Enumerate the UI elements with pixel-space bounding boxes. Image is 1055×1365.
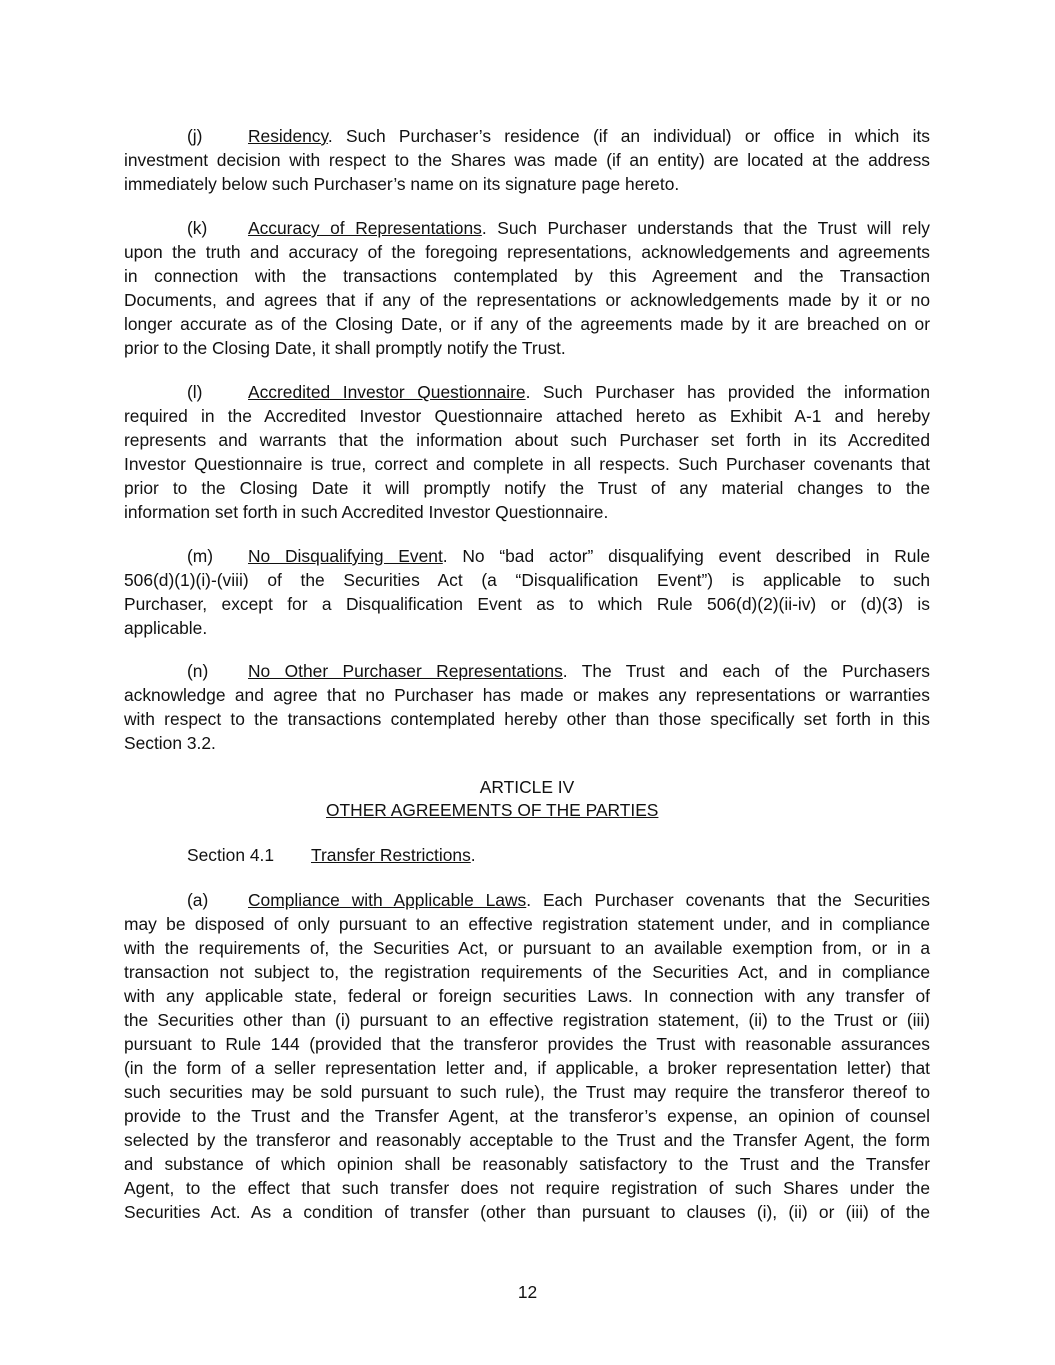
paragraph-label: (n): [187, 661, 209, 681]
paragraph-first-line: [124, 380, 930, 404]
text-line: with any applicable state, federal or foreign securities Laws. In connection with any transfer of: [124, 986, 930, 1006]
paragraph-label: (k): [187, 218, 208, 238]
text-line: Agent, to the effect that such transfer does not require registration of such Shares under the: [124, 1178, 930, 1198]
text-line: investment decision with respect to the Shares was made (if an entity) are located at the address: [124, 150, 930, 170]
text-line: upon the truth and accuracy of the foregoing representations, acknowledgements and agreements: [124, 242, 930, 262]
paragraph: [124, 124, 930, 196]
text-line: Securities Act. As a condition of transfer (other than pursuant to clauses (i), (ii) or (iii) of the: [124, 1202, 930, 1222]
text-line: Investor Questionnaire is true, correct and complete in all respects. Such Purchaser covenants that: [124, 454, 930, 474]
paragraph: [124, 888, 930, 1224]
text-line: (in the form of a seller representation letter and, if applicable, a broker representation letter) that: [124, 1058, 930, 1078]
paragraph: [124, 659, 930, 755]
paragraph-text: . Such Purchaser understands that the Trust will rely: [481, 218, 931, 238]
paragraph-label: (l): [187, 382, 203, 402]
text-line: and substance of which opinion shall be reasonably satisfactory to the Trust and the Transfer: [124, 1154, 930, 1174]
text-line: selected by the transferor and reasonably acceptable to the Trust and the Transfer Agent, the form: [124, 1130, 930, 1150]
paragraph-text: . The Trust and each of the Purchasers: [562, 661, 930, 681]
article-number: ARTICLE IV: [479, 777, 575, 797]
text-line: may be disposed of only pursuant to an effective registration statement under, and in compliance: [124, 914, 930, 934]
text-line: the Securities other than (i) pursuant to an effective registration statement, (ii) to the Trust or (iii): [124, 1010, 930, 1030]
text-line: in connection with the transactions contemplated by this Agreement and the Transaction: [124, 266, 930, 286]
paragraph-heading: Accredited Investor Questionnaire: [248, 382, 526, 402]
text-line: information set forth in such Accredited Investor Questionnaire.: [124, 502, 609, 522]
paragraph-label: (a): [187, 890, 209, 910]
paragraph-first-line: [124, 888, 930, 912]
text-line: immediately below such Purchaser’s name on its signature page hereto.: [124, 174, 680, 194]
paragraph-text: . Such Purchaser’s residence (if an individual) or office in which its: [327, 126, 930, 146]
paragraph: [124, 216, 930, 360]
text-line: applicable.: [124, 618, 208, 638]
section-heading: [187, 843, 476, 867]
text-line: prior to the Closing Date it will promptly notify the Trust of any material changes to the: [124, 478, 930, 498]
paragraph-heading: No Other Purchaser Representations: [248, 661, 563, 681]
text-line: transaction not subject to, the registration requirements of the Securities Act, and in compliance: [124, 962, 930, 982]
text-line: such securities may be sold pursuant to such rule), the Trust may require the transferor thereof to: [124, 1082, 930, 1102]
paragraph: [124, 544, 930, 640]
paragraph-text: . Each Purchaser covenants that the Securities: [526, 890, 930, 910]
text-line: with the requirements of, the Securities Act, or pursuant to an available exemption from, or in a: [124, 938, 930, 958]
paragraph-heading: Compliance with Applicable Laws: [248, 890, 527, 910]
article-title: OTHER AGREEMENTS OF THE PARTIES: [326, 800, 659, 820]
paragraph-text: . Such Purchaser has provided the information: [525, 382, 931, 402]
paragraph-first-line: [124, 659, 930, 683]
paragraph-heading: No Disqualifying Event: [248, 546, 443, 566]
text-line: prior to the Closing Date, it shall promptly notify the Trust.: [124, 338, 566, 358]
section-title: Transfer Restrictions: [311, 845, 471, 865]
section-number: Section 4.1: [187, 845, 275, 865]
paragraph-first-line: [124, 544, 930, 568]
text-line: Documents, and agrees that if any of the representations or acknowledgements made by it or no: [124, 290, 930, 310]
paragraph-text: . No “bad actor” disqualifying event described in Rule: [442, 546, 930, 566]
text-line: provide to the Trust and the Transfer Agent, at the transferor’s expense, an opinion of counsel: [124, 1106, 930, 1126]
paragraph: [124, 380, 930, 524]
paragraph-first-line: [124, 216, 930, 240]
text-line: Section 3.2.: [124, 733, 216, 753]
paragraph-heading: Accuracy of Representations: [248, 218, 482, 238]
text-line: longer accurate as of the Closing Date, or if any of the agreements made by it are breached on or: [124, 314, 930, 334]
text-line: represents and warrants that the information about such Purchaser set forth in its Accredited: [124, 430, 930, 450]
text-line: with respect to the transactions contemplated hereby other than those specifically set forth in this: [124, 709, 930, 729]
paragraph-heading: Residency: [248, 126, 328, 146]
section-period: .: [470, 845, 476, 865]
paragraph-label: (m): [187, 546, 214, 566]
text-line: Purchaser, except for a Disqualification Event as to which Rule 506(d)(2)(ii-iv) or (d)(3) is: [124, 594, 930, 614]
paragraph-label: (j): [187, 126, 203, 146]
text-line: 506(d)(1)(i)-(viii) of the Securities Act (a “Disqualification Event”) is applicable to such: [124, 570, 930, 590]
text-line: acknowledge and agree that no Purchaser has made or makes any representations or warranties: [124, 685, 930, 705]
text-line: pursuant to Rule 144 (provided that the transferor provides the Trust with reasonable assurances: [124, 1034, 930, 1054]
paragraph-first-line: [124, 124, 930, 148]
page-number: 12: [517, 1282, 538, 1302]
text-line: required in the Accredited Investor Questionnaire attached hereto as Exhibit A-1 and hereby: [124, 406, 930, 426]
